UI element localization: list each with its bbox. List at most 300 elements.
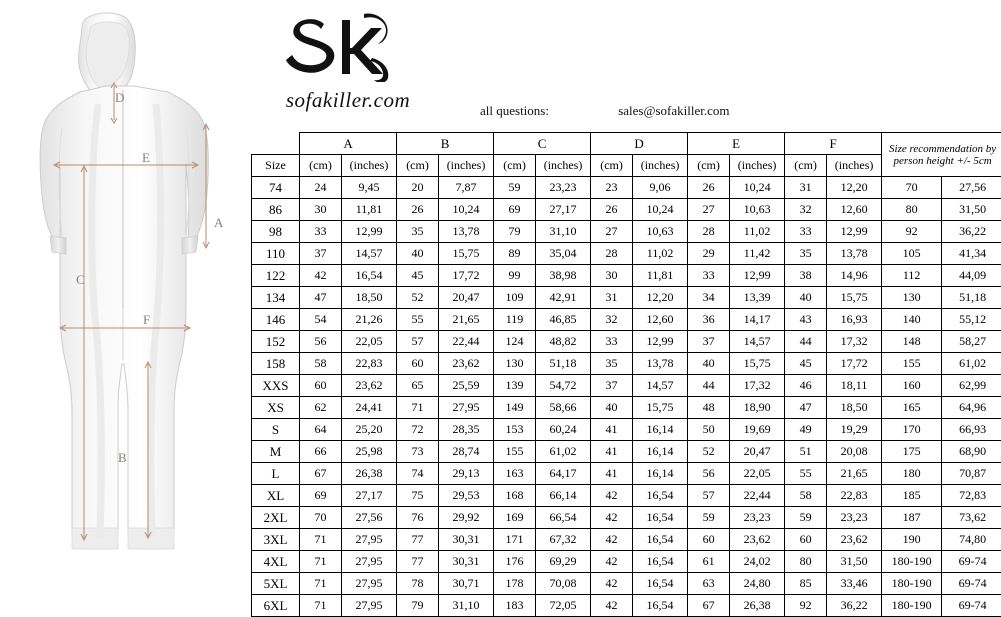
cell-rec-cm: 140 (882, 309, 942, 331)
cell-d-in: 11,81 (633, 265, 688, 287)
cell-rec-cm: 165 (882, 397, 942, 419)
cell-c-cm: 99 (494, 265, 536, 287)
cell-f-cm: 43 (785, 309, 827, 331)
cell-c-in: 46,85 (536, 309, 591, 331)
cell-d-cm: 27 (591, 221, 633, 243)
cell-e-in: 12,99 (730, 265, 785, 287)
cell-rec-cm: 187 (882, 507, 942, 529)
cell-b-cm: 55 (397, 309, 439, 331)
cell-c-in: 54,72 (536, 375, 591, 397)
cell-b-cm: 35 (397, 221, 439, 243)
measure-label-f: F (143, 312, 150, 328)
cell-e-in: 17,32 (730, 375, 785, 397)
cell-f-in: 14,96 (827, 265, 882, 287)
unit-cm-e: (cm) (688, 155, 730, 177)
size-label-cell: 98 (252, 221, 300, 243)
cell-b-cm: 52 (397, 287, 439, 309)
cell-b-cm: 65 (397, 375, 439, 397)
cell-f-cm: 31 (785, 177, 827, 199)
unit-cm-c: (cm) (494, 155, 536, 177)
cell-d-cm: 32 (591, 309, 633, 331)
cell-rec-in: 70,87 (942, 463, 1001, 485)
cell-a-cm: 47 (300, 287, 342, 309)
cell-a-in: 27,95 (342, 529, 397, 551)
table-row (252, 419, 1001, 441)
table-row (252, 265, 1001, 287)
table-row (252, 595, 1001, 617)
cell-d-cm: 42 (591, 595, 633, 617)
cell-c-cm: 153 (494, 419, 536, 441)
cell-f-cm: 80 (785, 551, 827, 573)
cell-rec-in: 27,56 (942, 177, 1001, 199)
cell-d-cm: 35 (591, 353, 633, 375)
cell-b-in: 23,62 (439, 353, 494, 375)
cell-c-cm: 59 (494, 177, 536, 199)
cell-c-in: 48,82 (536, 331, 591, 353)
cell-rec-in: 55,12 (942, 309, 1001, 331)
cell-c-cm: 109 (494, 287, 536, 309)
cell-c-cm: 79 (494, 221, 536, 243)
size-chart-body (252, 177, 1001, 617)
cell-d-in: 16,54 (633, 507, 688, 529)
unit-in-f: (inches) (827, 155, 882, 177)
cell-c-in: 31,10 (536, 221, 591, 243)
cell-e-in: 11,02 (730, 221, 785, 243)
cell-d-in: 10,63 (633, 221, 688, 243)
cell-a-cm: 67 (300, 463, 342, 485)
unit-cm-b: (cm) (397, 155, 439, 177)
cell-d-cm: 30 (591, 265, 633, 287)
cell-b-in: 30,31 (439, 551, 494, 573)
cell-a-in: 11,81 (342, 199, 397, 221)
cell-a-in: 27,95 (342, 573, 397, 595)
cell-f-in: 33,46 (827, 573, 882, 595)
cell-f-cm: 58 (785, 485, 827, 507)
cell-e-in: 22,05 (730, 463, 785, 485)
cell-a-cm: 64 (300, 419, 342, 441)
cell-f-in: 17,72 (827, 353, 882, 375)
cell-f-cm: 49 (785, 419, 827, 441)
cell-rec-in: 51,18 (942, 287, 1001, 309)
cell-e-cm: 60 (688, 529, 730, 551)
cell-e-cm: 26 (688, 177, 730, 199)
cell-b-in: 29,92 (439, 507, 494, 529)
cell-c-in: 61,02 (536, 441, 591, 463)
cell-f-in: 36,22 (827, 595, 882, 617)
cell-f-cm: 38 (785, 265, 827, 287)
cell-c-cm: 155 (494, 441, 536, 463)
table-row (252, 551, 1001, 573)
cell-e-cm: 52 (688, 441, 730, 463)
garment-illustration-panel (0, 0, 250, 584)
cell-rec-in: 41,34 (942, 243, 1001, 265)
cell-rec-cm: 180-190 (882, 573, 942, 595)
cell-a-cm: 62 (300, 397, 342, 419)
cell-a-in: 12,99 (342, 221, 397, 243)
contact-line (480, 103, 729, 119)
cell-e-cm: 28 (688, 221, 730, 243)
group-header-a: A (300, 133, 397, 155)
cell-rec-cm: 175 (882, 441, 942, 463)
cell-d-in: 14,57 (633, 375, 688, 397)
cell-a-cm: 54 (300, 309, 342, 331)
cell-b-cm: 71 (397, 397, 439, 419)
size-label-cell: S (252, 419, 300, 441)
unit-in-a: (inches) (342, 155, 397, 177)
cell-c-in: 51,18 (536, 353, 591, 375)
cell-a-in: 27,95 (342, 595, 397, 617)
cell-e-in: 14,17 (730, 309, 785, 331)
cell-d-in: 16,54 (633, 573, 688, 595)
cell-c-in: 42,91 (536, 287, 591, 309)
group-header-d: D (591, 133, 688, 155)
cell-b-cm: 72 (397, 419, 439, 441)
empty-corner-cell (252, 133, 300, 155)
cell-d-cm: 42 (591, 551, 633, 573)
cell-b-cm: 73 (397, 441, 439, 463)
cell-c-in: 60,24 (536, 419, 591, 441)
cell-f-cm: 59 (785, 507, 827, 529)
cell-e-in: 26,38 (730, 595, 785, 617)
cell-a-in: 23,62 (342, 375, 397, 397)
recommendation-header: Size recommendation by person height +/- 5cm (882, 133, 1001, 177)
cell-rec-in: 74,80 (942, 529, 1001, 551)
cell-f-in: 23,23 (827, 507, 882, 529)
cell-rec-cm: 92 (882, 221, 942, 243)
cell-d-cm: 42 (591, 529, 633, 551)
cell-rec-in: 69-74 (942, 595, 1001, 617)
cell-f-in: 12,99 (827, 221, 882, 243)
cell-a-cm: 37 (300, 243, 342, 265)
cell-e-cm: 59 (688, 507, 730, 529)
contact-label: all questions: (480, 103, 549, 118)
cell-e-in: 22,44 (730, 485, 785, 507)
cell-a-in: 27,56 (342, 507, 397, 529)
cell-a-cm: 42 (300, 265, 342, 287)
cell-d-in: 12,60 (633, 309, 688, 331)
cell-e-in: 20,47 (730, 441, 785, 463)
table-row (252, 309, 1001, 331)
cell-e-cm: 37 (688, 331, 730, 353)
cell-d-in: 16,14 (633, 419, 688, 441)
cell-c-cm: 69 (494, 199, 536, 221)
cell-a-in: 22,83 (342, 353, 397, 375)
cell-f-in: 17,32 (827, 331, 882, 353)
cell-rec-in: 69-74 (942, 551, 1001, 573)
cell-e-cm: 44 (688, 375, 730, 397)
cell-e-cm: 67 (688, 595, 730, 617)
cell-a-cm: 33 (300, 221, 342, 243)
cell-d-cm: 31 (591, 287, 633, 309)
table-row (252, 463, 1001, 485)
cell-d-in: 12,20 (633, 287, 688, 309)
cell-e-in: 14,57 (730, 331, 785, 353)
cell-d-in: 10,24 (633, 199, 688, 221)
cell-b-cm: 57 (397, 331, 439, 353)
cell-rec-cm: 105 (882, 243, 942, 265)
cell-b-cm: 60 (397, 353, 439, 375)
table-row (252, 331, 1001, 353)
cell-d-cm: 40 (591, 397, 633, 419)
cell-f-in: 23,62 (827, 529, 882, 551)
cell-f-in: 12,60 (827, 199, 882, 221)
cell-d-in: 16,54 (633, 595, 688, 617)
table-row (252, 397, 1001, 419)
table-row (252, 507, 1001, 529)
unit-cm-d: (cm) (591, 155, 633, 177)
cell-c-cm: 176 (494, 551, 536, 573)
size-column-header: Size (252, 155, 300, 177)
size-label-cell: 152 (252, 331, 300, 353)
size-label-cell: 110 (252, 243, 300, 265)
size-label-cell: M (252, 441, 300, 463)
cell-b-cm: 77 (397, 529, 439, 551)
size-label-cell: XXS (252, 375, 300, 397)
cell-c-in: 67,32 (536, 529, 591, 551)
cell-f-cm: 51 (785, 441, 827, 463)
cell-b-in: 17,72 (439, 265, 494, 287)
cell-c-cm: 169 (494, 507, 536, 529)
cell-b-in: 10,24 (439, 199, 494, 221)
cell-b-in: 20,47 (439, 287, 494, 309)
unit-in-e: (inches) (730, 155, 785, 177)
cell-b-in: 13,78 (439, 221, 494, 243)
cell-c-in: 27,17 (536, 199, 591, 221)
cell-e-cm: 61 (688, 551, 730, 573)
cell-c-cm: 139 (494, 375, 536, 397)
cell-b-in: 29,53 (439, 485, 494, 507)
cell-e-in: 23,23 (730, 507, 785, 529)
cell-b-in: 25,59 (439, 375, 494, 397)
size-chart-table-wrapper (251, 132, 995, 617)
size-label-cell: XS (252, 397, 300, 419)
cell-b-cm: 75 (397, 485, 439, 507)
table-row (252, 243, 1001, 265)
cell-b-cm: 74 (397, 463, 439, 485)
cell-e-cm: 29 (688, 243, 730, 265)
cell-a-cm: 24 (300, 177, 342, 199)
cell-b-in: 31,10 (439, 595, 494, 617)
measure-label-a: A (214, 215, 223, 231)
cell-e-in: 23,62 (730, 529, 785, 551)
cell-a-in: 25,20 (342, 419, 397, 441)
cell-a-cm: 69 (300, 485, 342, 507)
cell-c-cm: 171 (494, 529, 536, 551)
cell-d-in: 16,54 (633, 485, 688, 507)
unit-cm-a: (cm) (300, 155, 342, 177)
cell-rec-cm: 190 (882, 529, 942, 551)
cell-d-cm: 28 (591, 243, 633, 265)
cell-a-cm: 71 (300, 573, 342, 595)
cell-a-in: 14,57 (342, 243, 397, 265)
cell-d-cm: 41 (591, 463, 633, 485)
cell-d-in: 16,54 (633, 551, 688, 573)
size-label-cell: 86 (252, 199, 300, 221)
cell-f-cm: 33 (785, 221, 827, 243)
cell-d-in: 11,02 (633, 243, 688, 265)
size-label-cell: L (252, 463, 300, 485)
contact-email: sales@sofakiller.com (618, 103, 729, 118)
group-header-f: F (785, 133, 882, 155)
cell-e-cm: 40 (688, 353, 730, 375)
cell-rec-in: 69-74 (942, 573, 1001, 595)
measure-label-d: D (115, 90, 124, 106)
cell-e-in: 11,42 (730, 243, 785, 265)
cell-b-in: 27,95 (439, 397, 494, 419)
cell-a-in: 9,45 (342, 177, 397, 199)
cell-b-cm: 77 (397, 551, 439, 573)
cell-c-cm: 130 (494, 353, 536, 375)
cell-c-cm: 124 (494, 331, 536, 353)
cell-a-cm: 66 (300, 441, 342, 463)
cell-rec-in: 62,99 (942, 375, 1001, 397)
measure-label-b: B (118, 450, 127, 466)
cell-e-cm: 34 (688, 287, 730, 309)
cell-c-in: 66,14 (536, 485, 591, 507)
cell-b-cm: 76 (397, 507, 439, 529)
cell-rec-cm: 148 (882, 331, 942, 353)
cell-c-in: 35,04 (536, 243, 591, 265)
cell-b-in: 28,74 (439, 441, 494, 463)
size-chart-table (251, 132, 1001, 617)
cell-f-in: 16,93 (827, 309, 882, 331)
cell-f-cm: 45 (785, 353, 827, 375)
cell-d-cm: 42 (591, 485, 633, 507)
cell-c-in: 64,17 (536, 463, 591, 485)
size-label-cell: 2XL (252, 507, 300, 529)
size-label-cell: XL (252, 485, 300, 507)
cell-d-in: 16,14 (633, 463, 688, 485)
sk-monogram-logo-icon (282, 12, 402, 82)
cell-f-in: 12,20 (827, 177, 882, 199)
cell-a-cm: 58 (300, 353, 342, 375)
cell-b-in: 22,44 (439, 331, 494, 353)
table-row (252, 485, 1001, 507)
cell-e-in: 19,69 (730, 419, 785, 441)
cell-a-in: 21,26 (342, 309, 397, 331)
cell-a-cm: 30 (300, 199, 342, 221)
size-label-cell: 134 (252, 287, 300, 309)
table-group-header-row (252, 133, 1001, 155)
cell-rec-in: 44,09 (942, 265, 1001, 287)
cell-f-in: 21,65 (827, 463, 882, 485)
cell-e-in: 24,02 (730, 551, 785, 573)
cell-a-in: 16,54 (342, 265, 397, 287)
cell-rec-in: 61,02 (942, 353, 1001, 375)
cell-b-in: 7,87 (439, 177, 494, 199)
brand-block (258, 10, 438, 130)
cell-f-in: 13,78 (827, 243, 882, 265)
cell-f-in: 22,83 (827, 485, 882, 507)
cell-b-in: 28,35 (439, 419, 494, 441)
cell-b-cm: 78 (397, 573, 439, 595)
group-header-e: E (688, 133, 785, 155)
cell-d-cm: 41 (591, 441, 633, 463)
unit-in-c: (inches) (536, 155, 591, 177)
cell-rec-in: 72,83 (942, 485, 1001, 507)
cell-rec-in: 58,27 (942, 331, 1001, 353)
cell-rec-cm: 112 (882, 265, 942, 287)
onesie-illustration (10, 8, 240, 578)
cell-rec-cm: 160 (882, 375, 942, 397)
cell-rec-cm: 185 (882, 485, 942, 507)
cell-c-cm: 163 (494, 463, 536, 485)
cell-a-in: 25,98 (342, 441, 397, 463)
cell-rec-cm: 180-190 (882, 551, 942, 573)
table-row (252, 221, 1001, 243)
cell-c-cm: 89 (494, 243, 536, 265)
cell-d-in: 15,75 (633, 397, 688, 419)
size-label-cell: 3XL (252, 529, 300, 551)
table-row (252, 177, 1001, 199)
cell-f-in: 20,08 (827, 441, 882, 463)
cell-e-cm: 48 (688, 397, 730, 419)
cell-rec-cm: 130 (882, 287, 942, 309)
cell-a-cm: 71 (300, 595, 342, 617)
cell-e-cm: 56 (688, 463, 730, 485)
cell-e-in: 10,63 (730, 199, 785, 221)
cell-a-in: 22,05 (342, 331, 397, 353)
cell-e-cm: 33 (688, 265, 730, 287)
cell-d-in: 12,99 (633, 331, 688, 353)
measure-label-c: C (76, 272, 85, 288)
unit-cm-f: (cm) (785, 155, 827, 177)
cell-d-in: 16,14 (633, 441, 688, 463)
cell-b-cm: 45 (397, 265, 439, 287)
cell-b-in: 30,31 (439, 529, 494, 551)
cell-f-in: 15,75 (827, 287, 882, 309)
cell-rec-cm: 80 (882, 199, 942, 221)
cell-e-in: 13,39 (730, 287, 785, 309)
cell-f-cm: 55 (785, 463, 827, 485)
cell-d-cm: 23 (591, 177, 633, 199)
group-header-c: C (494, 133, 591, 155)
cell-rec-in: 64,96 (942, 397, 1001, 419)
cell-e-in: 10,24 (730, 177, 785, 199)
cell-c-cm: 178 (494, 573, 536, 595)
size-label-cell: 158 (252, 353, 300, 375)
cell-f-cm: 32 (785, 199, 827, 221)
size-label-cell: 122 (252, 265, 300, 287)
cell-c-cm: 168 (494, 485, 536, 507)
cell-c-cm: 149 (494, 397, 536, 419)
cell-d-in: 16,54 (633, 529, 688, 551)
cell-b-cm: 26 (397, 199, 439, 221)
group-header-b: B (397, 133, 494, 155)
cell-c-cm: 183 (494, 595, 536, 617)
cell-rec-in: 73,62 (942, 507, 1001, 529)
table-row (252, 529, 1001, 551)
cell-f-in: 19,29 (827, 419, 882, 441)
cell-a-in: 27,95 (342, 551, 397, 573)
cell-d-cm: 37 (591, 375, 633, 397)
cell-e-cm: 57 (688, 485, 730, 507)
unit-in-b: (inches) (439, 155, 494, 177)
cell-e-cm: 36 (688, 309, 730, 331)
cell-a-in: 18,50 (342, 287, 397, 309)
cell-c-in: 58,66 (536, 397, 591, 419)
cell-a-cm: 71 (300, 529, 342, 551)
measure-label-e: E (142, 150, 150, 166)
size-label-cell: 5XL (252, 573, 300, 595)
cell-rec-in: 68,90 (942, 441, 1001, 463)
table-row (252, 199, 1001, 221)
cell-rec-cm: 170 (882, 419, 942, 441)
cell-rec-cm: 70 (882, 177, 942, 199)
cell-b-in: 15,75 (439, 243, 494, 265)
cell-f-cm: 47 (785, 397, 827, 419)
cell-d-in: 13,78 (633, 353, 688, 375)
